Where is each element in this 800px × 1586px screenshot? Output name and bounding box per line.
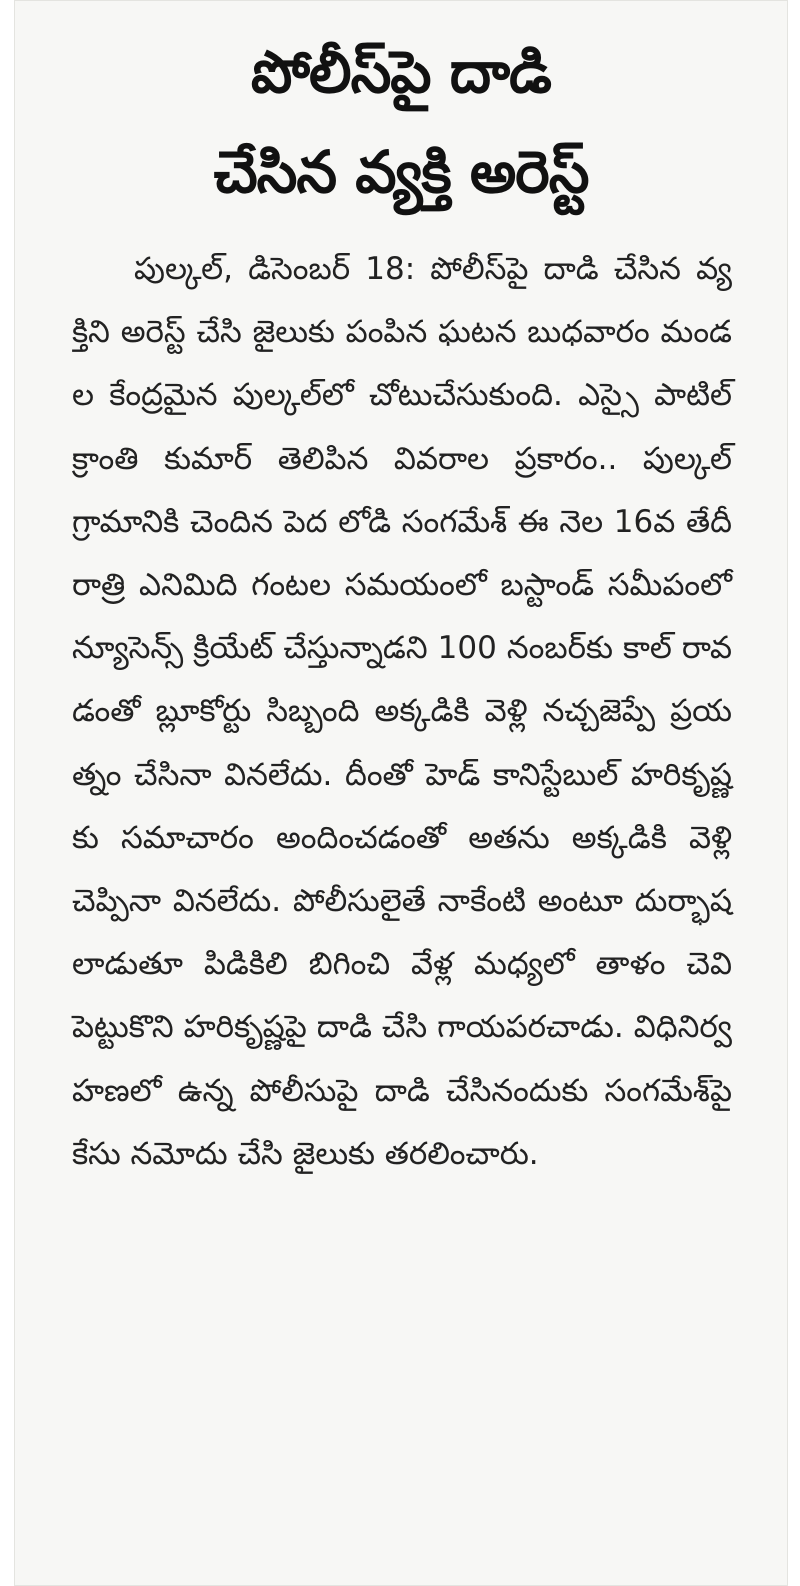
article-body: పుల్కల్, డిసెంబర్ 18: పోలీస్‌పై దాడి చేసిన వ్యక్తిని అరెస్ట్ చేసి జైలుకు పంపిన ఘటన బుధవారం మండల కేంద్రమైన పుల్కల్‌లో చోటుచేసుకుంది. ఎస్సై పాటిల్ క్రాంతి కుమార్ తెలిపిన వివరాల ప్రకారం.. పుల్కల్ గ్రామానికి చెందిన పెద లోడి సంగమేశ్ ఈ నెల 16వ తేదీ రాత్రి ఎనిమిది గంటల సమయంలో బస్టాండ్ సమీపంలో న్యూసెన్స్ క్రియేట్ చేస్తున్నాడని 100 నంబర్‌కు కాల్ రావడంతో బ్లూకోర్టు సిబ్బంది అక్కడికి వెళ్లి నచ్చజెప్పే ప్రయత్నం చేసినా వినలేదు. దీంతో హెడ్ కానిస్టేబుల్ హరికృష్ణకు సమాచారం అందించడంతో అతను అక్కడికి వెళ్లి చెప్పినా వినలేదు. పోలీసులైతే నాకేంటి అంటూ దుర్భాషలాడుతూ పిడికిలి బిగించి వేళ్ల మధ్యలో తాళం చెవి పెట్టుకొని హరికృష్ణపై దాడి చేసి గాయపరచాడు. విధినిర్వహణలో ఉన్న పోలీసుపై దాడి చేసినందుకు సంగమేశ్‌పై కేసు నమోదు చేసి జైలుకు తరలించారు. [72,251,732,1172]
left-margin [0,0,14,1586]
headline-line-2: చేసిన వ్యక్తి అరెస్ట్ [213,138,589,206]
headline-line-1: పోలీస్‌పై దాడి [251,38,551,106]
right-margin [788,0,800,1586]
newspaper-clipping [14,0,788,1586]
headline [14,0,788,222]
